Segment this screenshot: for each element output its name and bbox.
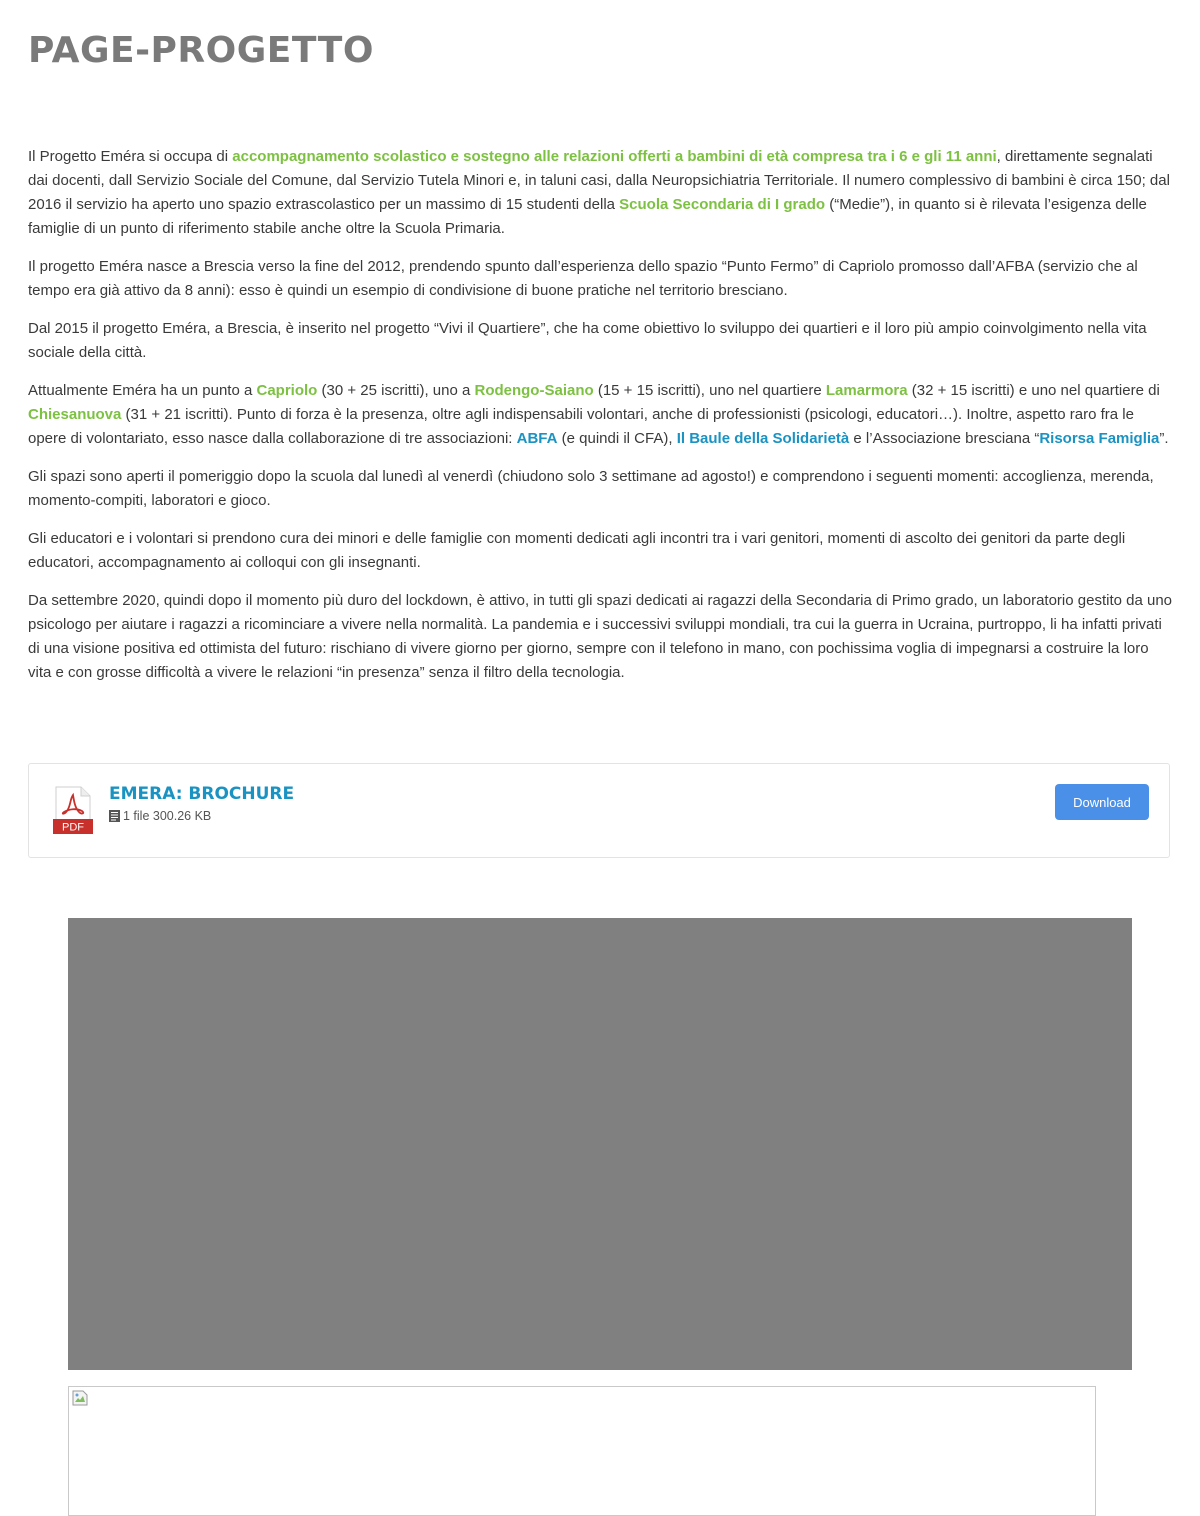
file-meta: [109, 809, 211, 823]
paragraph-3: Dal 2015 il progetto Eméra, a Brescia, è inserito nel progetto “Vivi il Quartiere”, che ha come obiettivo lo sviluppo dei quartieri e il loro più ampio coinvolgimento nella vita sociale della città.: [28, 320, 1147, 361]
text: Il Progetto Eméra si occupa di: [28, 148, 233, 165]
link-baule-solidarieta[interactable]: Il Baule della Solidarietà: [676, 430, 850, 447]
link-capriolo[interactable]: Capriolo: [256, 382, 318, 399]
document-icon: [109, 810, 120, 822]
text: (e quindi il CFA),: [557, 430, 677, 447]
attachment-card: [28, 763, 1170, 858]
download-button[interactable]: Download: [1055, 784, 1149, 820]
link-abfa[interactable]: ABFA: [516, 430, 558, 447]
link-chiesanuova[interactable]: Chiesanuova: [28, 406, 122, 423]
paragraph-7: Da settembre 2020, quindi dopo il momento più duro del lockdown, è attivo, in tutti gli spazi dedicati ai ragazzi della Secondaria di Primo grado, un laboratorio gestito da uno psicologo per aiutare i ragazzi a ricominciare a vivere nella normalità. La pandemia e i successivi sviluppi mondiali, tra cui la guerra in Ucraina, purtroppo, li ha infatti privati di una visione positiva ed ottimista del futuro: rischiano di vivere giorno per giorno, sempre con il telefono in mano, con pochissima voglia di impegnarsi a costruire la loro vita e con grosse difficoltà a vivere le relazioni “in presenza” senza il filtro della tecnologia.: [28, 592, 1173, 681]
paragraph-5: Gli spazi sono aperti il pomeriggio dopo la scuola dal lunedì al venerdì (chiudono solo 3 settimane ad agosto!) e comprendono i seguenti momenti: accoglienza, merenda, momento-compiti, laboratori e gioco.: [28, 468, 1154, 509]
text: e l’Associazione bresciana “: [849, 430, 1040, 447]
pdf-file-icon: [53, 786, 93, 834]
pdf-label: PDF: [62, 821, 84, 834]
embedded-media-placeholder[interactable]: [68, 918, 1132, 1370]
link-lamarmora[interactable]: Lamarmora: [825, 382, 908, 399]
file-title[interactable]: EMERA: BROCHURE: [109, 784, 295, 804]
file-size-text: 1 file 300.26 KB: [123, 809, 212, 823]
text: (32 + 15 iscritti) e uno nel quartiere di: [907, 382, 1160, 399]
text: (30 + 25 iscritti), uno a: [317, 382, 475, 399]
text: Attualmente Eméra ha un punto a: [28, 382, 257, 399]
broken-image-icon: [72, 1390, 88, 1406]
text: (31 + 21 iscritti). Punto di forza è la presenza, oltre agli indispensabili volontari, anche di professionisti (psicologi, educatori…). Inoltre, aspetto raro fra le opere di volontariato, esso nasce dalla collaborazione di tre associazioni:: [28, 406, 1134, 447]
page-title: PAGE-PROGETTO: [28, 30, 374, 71]
paragraph-6: Gli educatori e i volontari si prendono cura dei minori e delle famiglie con momenti dedicati agli incontri tra i vari genitori, momenti di ascolto dei genitori da parte degli educatori, accompagnamento ai colloqui con gli insegnanti.: [28, 530, 1126, 571]
link-accompagnamento[interactable]: accompagnamento scolastico e sostegno alle relazioni offerti a bambini di età compresa tra i 6 e gli 11 anni: [232, 148, 997, 165]
link-risorsa-famiglia[interactable]: Risorsa Famiglia: [1039, 430, 1160, 447]
broken-image: [68, 1386, 1096, 1516]
text: (“Medie”), in quanto si è rilevata l’esigenza delle famiglie di un punto di riferimento stabile anche oltre la Scuola Primaria.: [28, 196, 1147, 237]
text: , direttamente segnalati dai docenti, dall Servizio Sociale del Comune, dal Servizio Tutela Minori e, in taluni casi, dalla Neuropsichiatria Territoriale. Il numero complessivo di bambini è circa 150; dal 2016 il servizio ha aperto uno spazio extrascolastico per un massimo di 15 studenti della: [28, 148, 1170, 213]
paragraph-2: Il progetto Eméra nasce a Brescia verso la fine del 2012, prendendo spunto dall’esperienza dello spazio “Punto Fermo” di Capriolo promosso dall’AFBA (servizio che al tempo era già attivo da 8 anni): esso è quindi un esempio di condivisione di buone pratiche nel territorio bresciano.: [28, 258, 1138, 299]
paragraph-1: [28, 145, 1174, 241]
text: ”.: [1159, 430, 1169, 447]
link-rodengo-saiano[interactable]: Rodengo-Saiano: [474, 382, 594, 399]
text: (15 + 15 iscritti), uno nel quartiere: [593, 382, 826, 399]
article-body: [28, 145, 1174, 699]
link-scuola-secondaria[interactable]: Scuola Secondaria di I grado: [619, 196, 826, 213]
paragraph-4: [28, 379, 1174, 451]
